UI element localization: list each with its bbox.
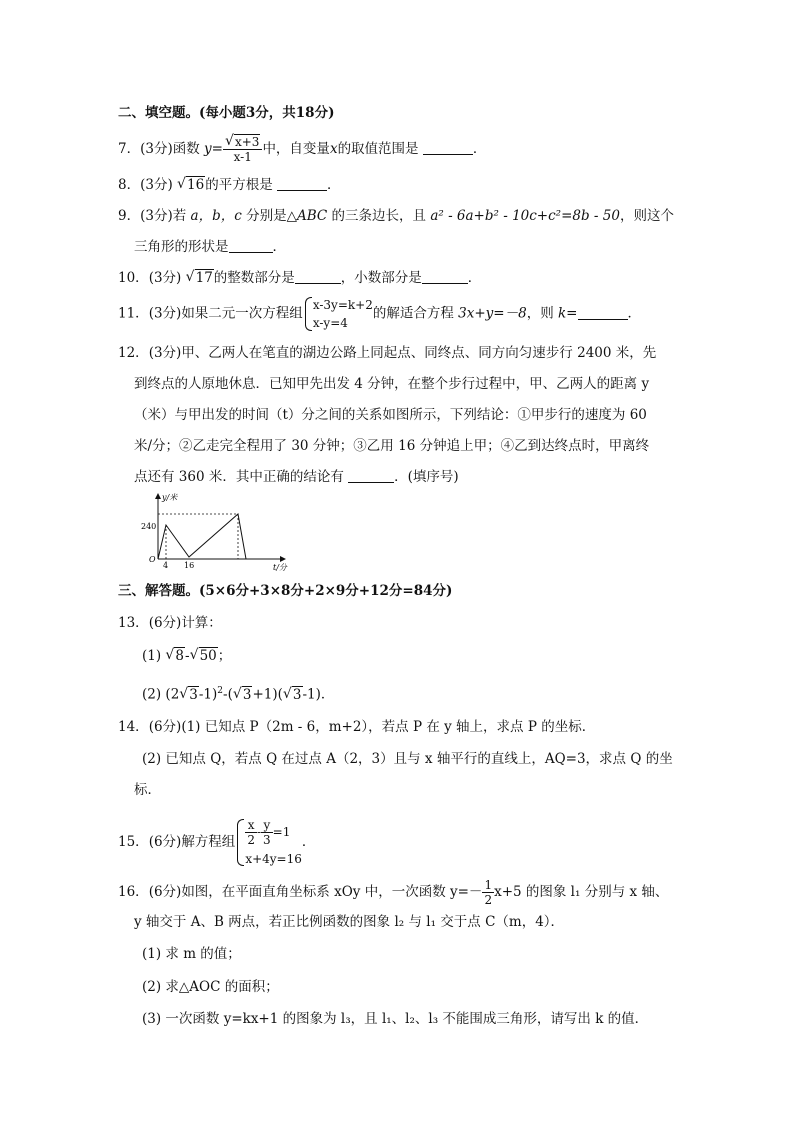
q15-frac-den: 3 bbox=[263, 833, 271, 847]
q9-triangle: ABC bbox=[296, 208, 328, 224]
q9-line2: 三角形的形状是 bbox=[134, 239, 229, 255]
score-label: (6分) bbox=[148, 615, 182, 631]
q13-sqrt bbox=[283, 686, 303, 704]
section-3-title: 三、解答题。(5×6分+3×8分+2×9分+12分=84分) bbox=[118, 583, 453, 599]
q10-radicand: 17 bbox=[195, 270, 213, 286]
question-12-line-5 bbox=[134, 468, 459, 486]
q10-end: ． bbox=[467, 270, 482, 286]
q16-fraction bbox=[482, 878, 494, 907]
answer-blank[interactable] bbox=[295, 269, 341, 284]
q13-radicand: 3 bbox=[292, 686, 302, 703]
question-16-line-2: y 轴交于 A、B 两点，若正比例函数的图象 l₂ 与 l₁ 交于点 C（m，4）． bbox=[134, 914, 565, 930]
q7-end: ． bbox=[472, 141, 487, 157]
question-number: 10． bbox=[118, 270, 149, 286]
answer-blank[interactable] bbox=[348, 468, 394, 483]
q10-text-b: ，小数部分是 bbox=[340, 270, 422, 286]
q13-expr: -1)． bbox=[302, 686, 335, 703]
section-2-title: 二、填空题。(每小题3分，共18分) bbox=[118, 105, 335, 121]
q8-end: ． bbox=[327, 177, 341, 193]
q12-line1: 甲、乙两人在笔直的湖边公路上同起点、同终点、同方向匀速步行 2400 米，先 bbox=[181, 345, 657, 361]
q13-radicand: 3 bbox=[189, 686, 198, 703]
q7-text-b: 中，自变量 bbox=[262, 141, 330, 157]
q13-part-1 bbox=[142, 647, 231, 665]
q15-text: 解方程组 bbox=[181, 834, 236, 850]
question-number: 14． bbox=[118, 719, 149, 735]
answer-blank[interactable] bbox=[277, 176, 327, 191]
q11-text-c: ，则 bbox=[526, 305, 554, 322]
question-14 bbox=[118, 718, 595, 736]
question-15 bbox=[118, 818, 315, 867]
q11-text-b: 的解适合方程 bbox=[372, 305, 454, 322]
q8-sqrt bbox=[177, 176, 205, 194]
q13-sqrt bbox=[179, 686, 199, 704]
part-label: (1) bbox=[142, 648, 162, 664]
q15-frac-den: 2 bbox=[247, 833, 255, 847]
q14-part-1: (1) 已知点 P（2m - 6，m+2），若点 P 在 y 轴上，求点 P 的坐标． bbox=[181, 719, 596, 735]
question-number: 7． bbox=[118, 141, 141, 157]
question-9-line-2 bbox=[134, 238, 286, 256]
q11-end: ． bbox=[627, 305, 641, 322]
q14-part-2: (2) 已知点 Q，若点 Q 在过点 A（2，3）且与 x 轴平行的直线上，AQ=3，求点 Q 的坐 bbox=[142, 751, 673, 767]
score-label: (3分) bbox=[140, 177, 173, 193]
y-axis-label: y/米 bbox=[162, 493, 178, 502]
q7-y: y= bbox=[204, 141, 223, 157]
x-tick-label: 16 bbox=[184, 561, 195, 570]
q11-text-a: 如果二元一次方程组 bbox=[181, 305, 303, 322]
q11-system bbox=[303, 296, 373, 332]
q16-frac-den: 2 bbox=[484, 893, 493, 907]
question-number: 15． bbox=[118, 834, 149, 850]
q15-frac-num: y bbox=[261, 818, 273, 833]
q15-eq2: x+4y=16 bbox=[245, 852, 302, 866]
q15-rhs: =1 bbox=[272, 825, 291, 839]
q9-abc: a，b，c bbox=[190, 208, 242, 224]
question-12-line-4: 米/分；②乙走完全程用了 30 分钟；③乙用 16 分钟追上甲；④乙到达终点时，甲离终 bbox=[134, 438, 650, 454]
question-13 bbox=[118, 614, 222, 632]
q7-numerator: x+3 bbox=[234, 135, 260, 149]
question-number: 16． bbox=[118, 884, 149, 900]
q16-text-b: x+5 的图象 l₁ 分别与 x 轴、 bbox=[494, 884, 669, 900]
q7-denominator: x-1 bbox=[233, 150, 252, 164]
q9-text-a: 若 bbox=[172, 208, 187, 224]
q12-line5a: 点还有 360 米．其中正确的结论有 bbox=[134, 469, 344, 485]
q10-sqrt bbox=[186, 269, 214, 287]
q16-text-a: 如图，在平面直角坐标系 xOy 中，一次函数 y=－ bbox=[181, 884, 483, 900]
q9-text-d: ，则这个 bbox=[619, 208, 674, 224]
q15-end: ． bbox=[301, 834, 316, 850]
question-number: 12． bbox=[118, 345, 149, 361]
q13-radicand: 3 bbox=[242, 686, 252, 703]
graph-line bbox=[158, 514, 246, 559]
answer-blank[interactable] bbox=[423, 140, 473, 155]
q13-part-2 bbox=[142, 682, 334, 704]
question-12-line-3: （米）与甲出发的时间（t）分之间的关系如图所示，下列结论：①甲步行的速度为 60 bbox=[134, 407, 647, 423]
q7-var: x bbox=[329, 141, 338, 157]
q7-text: 函数 bbox=[172, 141, 200, 157]
question-number: 8． bbox=[118, 177, 141, 193]
q16-part-2: (2) 求△AOC 的面积； bbox=[142, 979, 279, 995]
q9-end: ． bbox=[272, 239, 286, 255]
x-axis-label: t/分 bbox=[273, 563, 287, 572]
question-12-line-2: 到终点的人原地休息．已知甲先出发 4 分钟，在整个步行过程中，甲、乙两人的距离 y bbox=[134, 376, 650, 392]
q7-text-c: 的取值范围是 bbox=[337, 141, 419, 157]
q13-expr: -( bbox=[223, 686, 233, 703]
q13-sqrt bbox=[165, 647, 185, 665]
question-8 bbox=[118, 176, 341, 194]
score-label: (3分) bbox=[148, 270, 182, 286]
question-10 bbox=[118, 269, 481, 287]
q16-frac-num: 1 bbox=[484, 878, 493, 892]
q15-system bbox=[235, 818, 302, 867]
part-label: (2) bbox=[142, 686, 162, 703]
q13-expr: (2 bbox=[165, 686, 180, 703]
answer-blank[interactable] bbox=[422, 269, 468, 284]
score-label: (3分) bbox=[148, 305, 182, 322]
q11-eq3: 3x+y=－8 bbox=[458, 305, 527, 322]
question-16-line-1 bbox=[118, 878, 668, 907]
q13-radicand: 8 bbox=[175, 648, 185, 664]
q11-eq2: x-y=4 bbox=[312, 316, 348, 330]
question-number: 9． bbox=[118, 208, 141, 224]
distance-time-graph bbox=[140, 490, 290, 572]
q8-radicand: 16 bbox=[187, 177, 205, 193]
question-7 bbox=[118, 135, 486, 164]
q7-fraction bbox=[223, 135, 262, 164]
question-number: 13． bbox=[118, 615, 149, 631]
answer-blank[interactable] bbox=[229, 238, 273, 253]
score-label: (6分) bbox=[148, 884, 182, 900]
score-label: (6分) bbox=[148, 834, 182, 850]
origin-label: O bbox=[149, 555, 156, 564]
q13-sqrt bbox=[233, 686, 253, 704]
x-tick-label: 4 bbox=[163, 561, 169, 570]
q13-expr: +1)( bbox=[252, 686, 283, 703]
q11-eq1: x-3y=k+2 bbox=[312, 298, 373, 312]
q12-line5b: ．(填序号) bbox=[394, 469, 459, 485]
score-label: (3分) bbox=[140, 208, 173, 224]
q13-sqrt bbox=[190, 647, 218, 665]
q16-part-3: (3) 一次函数 y=kx+1 的图象为 l₃，且 l₁、l₂、l₃ 不能围成三角形，请写出 k 的值． bbox=[142, 1011, 649, 1027]
q14-part-2-cont: 标． bbox=[134, 782, 161, 798]
q15-minus: - bbox=[256, 825, 262, 839]
score-label: (6分) bbox=[148, 719, 182, 735]
q13-end: ； bbox=[217, 648, 232, 664]
answer-blank[interactable] bbox=[578, 305, 628, 320]
score-label: (3分) bbox=[140, 141, 173, 157]
q9-text-c: 的三条边长，且 bbox=[331, 208, 427, 224]
q13-exponent: 2 bbox=[217, 686, 224, 696]
q10-text-a: 的整数部分是 bbox=[213, 270, 295, 286]
question-11 bbox=[118, 296, 641, 332]
q11-k: k= bbox=[558, 305, 578, 322]
question-9-line-1 bbox=[118, 207, 674, 225]
q13-minus: - bbox=[185, 648, 190, 664]
q8-text: 的平方根是 bbox=[205, 177, 273, 193]
score-label: (3分) bbox=[148, 345, 182, 361]
question-12-line-1 bbox=[118, 344, 656, 362]
q9-text-b: 分别是△ bbox=[246, 208, 297, 224]
q9-equation: a² - 6a+b² - 10c+c²=8b - 50 bbox=[430, 208, 620, 224]
q13-radicand: 50 bbox=[199, 648, 217, 664]
q13-expr: -1) bbox=[198, 686, 218, 703]
q15-frac-num: x bbox=[245, 818, 257, 833]
question-number: 11． bbox=[118, 305, 149, 322]
y-tick-label: 240 bbox=[141, 522, 157, 531]
q13-text: 计算： bbox=[181, 615, 222, 631]
q16-part-1: (1) 求 m 的值； bbox=[142, 946, 241, 962]
